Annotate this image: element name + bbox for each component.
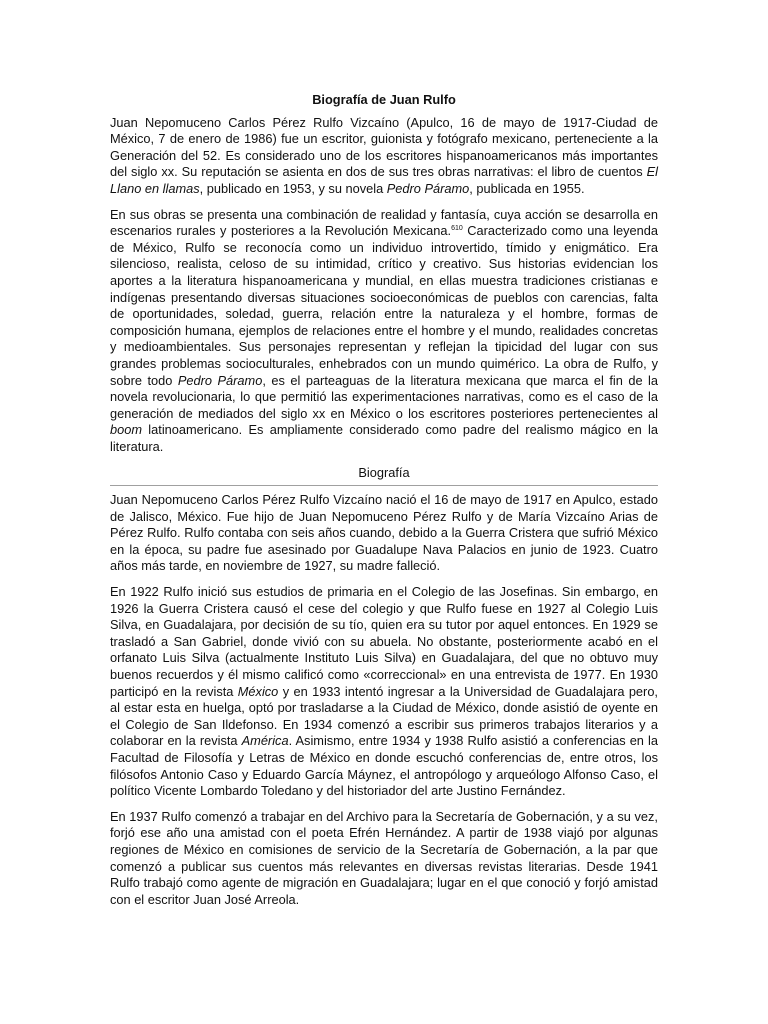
bio-paragraph-2: En 1922 Rulfo inició sus estudios de primaria en el Colegio de las Josefinas. Sin embargo, en 1926 la Guerra Cristera causó el cese del colegio y que Rulfo fuese en 1927 al Colegio Luis Silva, en Guadalajara, por decisión de su tío, quien era su tutor por aquel entonces. En 1929 se trasladó a San Gabriel, donde vivió con su abuela. No obstante, posteriormente acabó en el orfanato Luis Silva (actualmente Instituto Luis Silva) en Guadalajara, del que no obtuvo muy buenos recuerdos y él mismo calificó como «correccional» en una entrevista de 1977. En 1930 participó en la revista México y en 1933 intentó ingresar a la Universidad de Guadalajara pero, al estar esta en huelga, optó por trasladarse a la Ciudad de México, donde asistió de oyente en el Colegio de San Ildefonso. En 1934 comenzó a escribir sus primeros trabajos literarios y a colaborar en la revista América. Asimismo, entre 1934 y 1938 Rulfo asistió a conferencias en la Facultad de Filosofía y Letras de México en donde escuchó conferencias de, entre otros, los filósofos Antonio Caso y Eduardo García Máynez, el antropólogo y arqueólogo Alfonso Caso, el político Vicente Lombardo Toledano y del historiador del arte Justino Fernández. (110, 584, 658, 799)
works-paragraph: En sus obras se presenta una combinación de realidad y fantasía, cuya acción se desarrolla en escenarios rurales y posteriores a la Revolución Mexicana.$^{610}$ Caracterizado como una leyenda de México, Rulfo se reconocía como un individuo introvertido, tímido y enigmático. Era silencioso, realista, celoso de su intimidad, crítico y creativo. Sus historias evidencian los aportes a la literatura hispanoamericana y mundial, en ellas muestra tradiciones cristianas e indígenas presentando diversas situaciones socioeconómicas de pueblos con carencias, falta de oportunidades, soledad, guerra, relación entre la naturaleza y el hombre, formas de composición humana, ejemplos de relaciones entre el hombre y el mundo, realidades concretas y medioambientales. Sus personajes representan y reflejan la tipicidad del lugar con sus grandes problemas socioculturales, enhebrados con un mundo quimérico. La obra de Rulfo, y sobre todo Pedro Páramo, es el parteaguas de la literatura mexicana que marca el fin de la novela revolucionaria, lo que permitió las experimentaciones narrativas, como es el caso de la generación de mediados del siglo xx en México o los escritores posteriores pertenecientes al boom latinoamericano. Es ampliamente considerado como padre del realismo mágico en la literatura. (110, 206, 659, 454)
document-title: Biografía de Juan Rulfo (312, 92, 456, 107)
bio-paragraph-1: Juan Nepomuceno Carlos Pérez Rulfo Vizcaíno nació el 16 de mayo de 1917 en Apulco, estado de Jalisco, México. Fue hijo de Juan Nepomuceno Pérez Rulfo y de María Vizcaíno Arias de Pérez Rulfo. Rulfo contaba con seis años cuando, debido a la Guerra Cristera que sufrió México en la época, su padre fue asesinado por Guadalupe Nava Palacios en junio de 1923. Cuatro años más tarde, en noviembre de 1927, su madre falleció. (110, 492, 658, 574)
intro-paragraph: Juan Nepomuceno Carlos Pérez Rulfo Vizcaíno (Apulco, 16 de mayo de 1917-Ciudad de México, 7 de enero de 1986) fue un escritor, guionista y fotógrafo mexicano, perteneciente a la Generación del 52. Es considerado uno de los escritores hispanoamericanos más importantes del siglo xx. Su reputación se asienta en dos de sus tres obras narrativas: el libro de cuentos El Llano en llamas, publicado en 1953, y su novela Pedro Páramo, publicada en 1955. (110, 114, 658, 196)
bio-paragraph-3: En 1937 Rulfo comenzó a trabajar en del Archivo para la Secretaría de Gobernación, y a su vez, forjó ese año una amistad con el poeta Efrén Hernández. A partir de 1938 viajó por algunas regiones de México en comisiones de servicio de la Secretaría de Gobernación, a la par que comenzó a publicar sus cuentos más relevantes en diversas revistas literarias. Desde 1941 Rulfo trabajó como agente de migración en Guadalajara; lugar en el que conoció y forjó amistad con el escritor Juan José Arreola. (110, 808, 658, 907)
footnote-reference: 610 (451, 225, 463, 233)
italic-title: El Llano en llamas (110, 164, 658, 196)
italic-title: boom (110, 422, 143, 438)
biography-section (110, 492, 658, 908)
italic-title: Pedro Páramo (177, 372, 263, 388)
section-heading: Biografía (110, 465, 658, 486)
italic-title: Pedro Páramo (386, 180, 470, 196)
italic-title: México (237, 683, 279, 699)
italic-title: América (241, 733, 289, 749)
document-page (110, 92, 658, 917)
